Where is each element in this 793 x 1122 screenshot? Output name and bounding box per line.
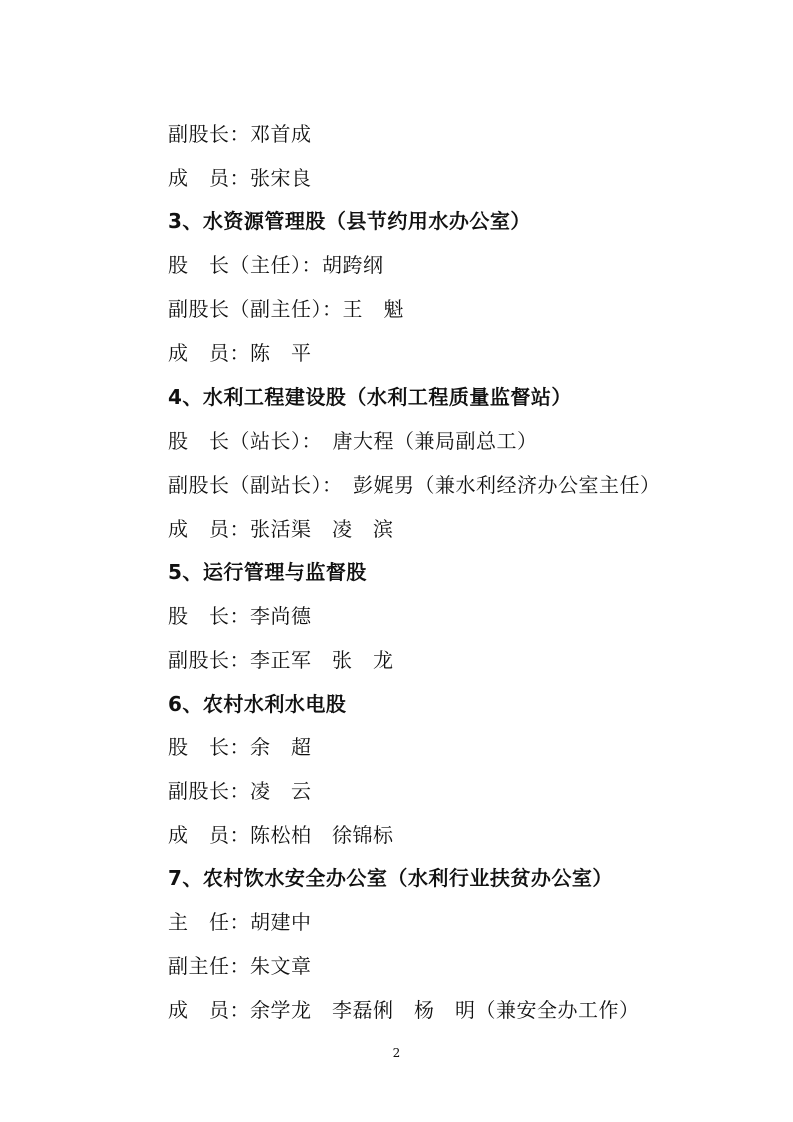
section-heading-6: 6、农村水利水电股 <box>168 692 347 716</box>
section-heading-4: 4、水利工程建设股（水利工程质量监督站） <box>168 385 572 409</box>
section-heading-7: 7、农村饮水安全办公室（水利行业扶贫办公室） <box>168 866 613 890</box>
member-line: 成 员：张活渠 凌 滨 <box>168 517 394 541</box>
chief-line: 股 长（主任）：胡跨纲 <box>168 253 384 277</box>
chief-line: 股 长：余 超 <box>168 735 312 759</box>
deputy-director-line: 副主任：朱文章 <box>168 954 312 978</box>
member-line: 成 员：张宋良 <box>168 166 312 190</box>
chief-line: 股 长（站长）： 唐大程（兼局副总工） <box>168 429 538 453</box>
deputy-chief-line: 副股长（副主任）：王 魁 <box>168 297 404 321</box>
deputy-chief-line: 副股长：邓首成 <box>168 122 312 146</box>
member-line: 成 员：陈 平 <box>168 341 312 365</box>
deputy-chief-line: 副股长：李正军 张 龙 <box>168 648 394 672</box>
member-line: 成 员：陈松柏 徐锦标 <box>168 823 394 847</box>
member-line: 成 员：余学龙 李磊俐 杨 明（兼安全办工作） <box>168 998 640 1022</box>
deputy-chief-line: 副股长：凌 云 <box>168 779 312 803</box>
deputy-chief-line: 副股长（副站长）： 彭娓男（兼水利经济办公室主任） <box>168 473 661 497</box>
page-number: 2 <box>392 1046 401 1060</box>
director-line: 主 任：胡建中 <box>168 910 312 934</box>
section-heading-3: 3、水资源管理股（县节约用水办公室） <box>168 209 531 233</box>
section-heading-5: 5、运行管理与监督股 <box>168 560 367 584</box>
chief-line: 股 长：李尚德 <box>168 604 312 628</box>
